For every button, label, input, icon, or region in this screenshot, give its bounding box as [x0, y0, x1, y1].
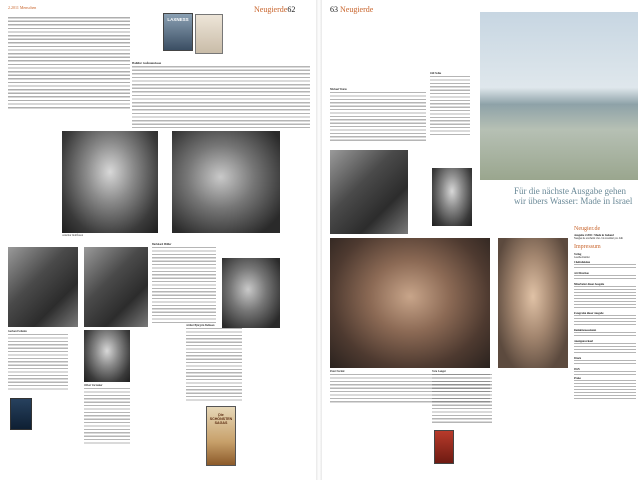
portrait-michael — [330, 150, 408, 234]
page-header-left — [254, 5, 295, 14]
book-cover-sagas — [206, 406, 236, 466]
caption-joell: Jöll Nolke — [430, 72, 442, 75]
caption-arnaldur: Arnaldur Indriðason — [62, 234, 84, 237]
field-2-text — [574, 275, 636, 281]
portrait-halldor — [172, 131, 280, 233]
caption-michael: Michael Wurm — [330, 88, 347, 91]
magazine-name-right: Neugierde — [340, 5, 374, 14]
site-name: Neugier.de — [574, 226, 601, 232]
book-cover-laxness — [163, 13, 193, 51]
impressum-fields — [574, 253, 636, 400]
impressum-title: Impressum — [574, 243, 601, 250]
field-4-text — [574, 315, 636, 327]
issue-label: 2.2011 Menschen — [8, 5, 37, 10]
intro-text — [8, 17, 130, 109]
text-michael — [330, 92, 426, 142]
field-7: Druck — [574, 356, 582, 360]
field-7-text — [574, 360, 636, 366]
field-3-text — [574, 286, 636, 310]
caption-halldor: Halldór Guðmundsson — [132, 61, 162, 65]
caption-oliver: Oliver Vorreuter — [84, 384, 103, 387]
page-number-right: 63 — [330, 5, 338, 14]
field-1: Chefredaktion — [574, 260, 591, 264]
page-header-right — [330, 5, 373, 14]
masthead — [574, 226, 636, 476]
field-1-text — [574, 264, 636, 270]
body-text-right — [132, 66, 310, 128]
book-cover-second — [195, 14, 223, 54]
field-6-text — [574, 343, 636, 355]
field-5: Redaktionsassistenz — [574, 328, 597, 332]
book-cover-vera — [434, 430, 454, 464]
text-burkhard — [152, 247, 216, 323]
field-5-text — [574, 332, 636, 338]
field-8-text — [574, 371, 636, 375]
portrait-vera — [498, 238, 568, 368]
text-gerhard — [8, 334, 68, 390]
field-2: Art Direction — [574, 271, 589, 275]
caption-vera: Vera Langer — [432, 370, 446, 373]
portrait-gerhard — [8, 247, 78, 327]
text-joell — [430, 76, 470, 136]
text-arthur — [186, 328, 242, 402]
caption-peter: Peter Nordal — [330, 370, 345, 373]
field-3: Mitarbeiter dieser Ausgabe — [574, 282, 605, 286]
landscape-photo — [480, 12, 638, 180]
text-landscape — [472, 10, 474, 12]
left-page — [0, 0, 316, 480]
portrait-arnaldur — [62, 131, 158, 233]
caption-arthur: Arthur Björgvin Bollason — [186, 324, 215, 327]
portrait-oliver — [84, 330, 130, 382]
next-issue-tagline: Für die nächste Ausgabe gehen wir übers Wasser: Made in Israel — [514, 186, 633, 206]
magazine-name: Neugierde — [254, 5, 288, 14]
portrait-joell — [432, 168, 472, 226]
book-title-sagas: Die SCHÖNSTEN SAGAS — [209, 413, 233, 425]
portrait-burkhard — [84, 247, 148, 327]
caption-burkhard: Burkhard Müller — [152, 243, 172, 246]
field-4: Fotografen dieser Ausgabe — [574, 311, 604, 315]
field-0-value: Goethe-Institut — [574, 255, 590, 259]
book-title-laxness: LAXNESS — [167, 17, 189, 22]
issue-subline: Neugier.de erscheint vier- bis zweimal pro Jahr — [574, 237, 623, 241]
issue-line: Ausgabe 2/2011: Made in Iceland — [574, 234, 614, 237]
page-number-left: 62 — [287, 5, 296, 14]
field-8: ISSN — [574, 367, 580, 371]
book-cover-small — [10, 398, 32, 430]
caption-gerhard: Gerhard Schulze — [8, 330, 27, 333]
right-page — [322, 0, 638, 480]
text-oliver — [84, 388, 130, 446]
field-9-text — [574, 380, 636, 400]
field-0: Verlag — [574, 252, 582, 256]
field-6: Anzeigenverkauf — [574, 339, 593, 343]
text-vera — [432, 374, 492, 424]
field-9: Preise — [574, 376, 581, 380]
portrait-arthur — [222, 258, 280, 328]
portrait-peter — [330, 238, 490, 368]
